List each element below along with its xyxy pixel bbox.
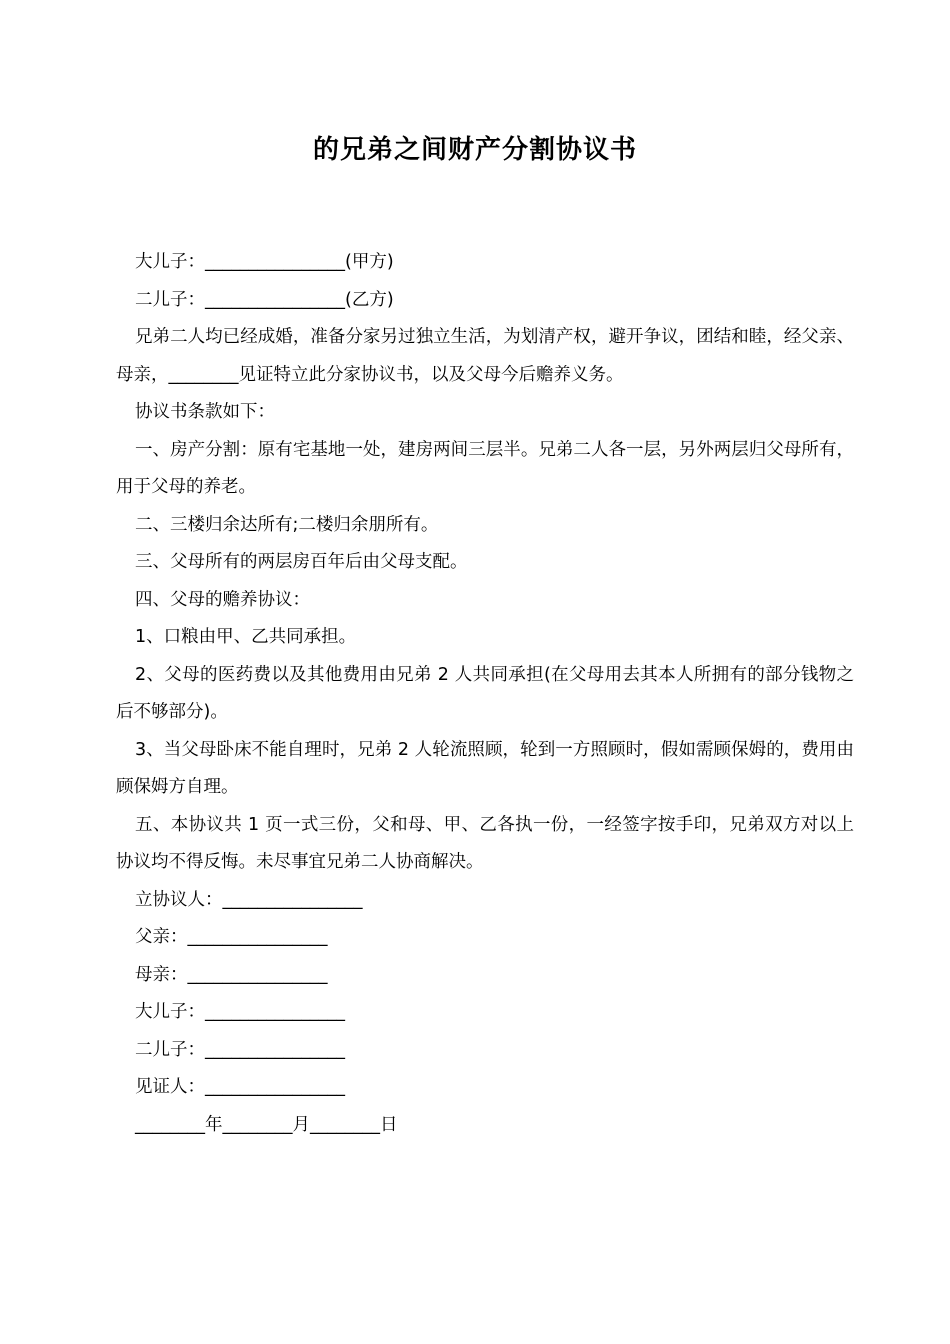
document-title: 的兄弟之间财产分割协议书 xyxy=(312,135,637,165)
party-line-younger-son: 二儿子：________________(乙方) xyxy=(135,289,394,310)
clause-copies: 五、本协议共 1 页一式三份，父和母、甲、乙各执一份，一经签字按手印，兄弟双方对以上协议均不得反悔。未尽事宜兄弟二人协商解决。 xyxy=(116,814,854,872)
signature-younger-son: 二儿子：________________ xyxy=(135,1039,345,1060)
sub-clause-grain: 1、口粮由甲、乙共同承担。 xyxy=(135,627,357,647)
clause-support-agreement: 四、父母的赡养协议： xyxy=(135,589,310,610)
intro-paragraph: 兄弟二人均已经成婚，准备分家另过独立生活，为划清产权，避开争议，团结和睦，经父亲、母亲，________见证特立此分家协议书，以及父母今后赡养义务。 xyxy=(116,327,854,385)
clause-parents-floors: 三、父母所有的两层房百年后由父母支配。 xyxy=(135,552,468,572)
date-line: ________年________月________日 xyxy=(135,1114,398,1135)
signature-witness: 见证人：________________ xyxy=(135,1077,345,1097)
party-line-elder-son: 大儿子：________________(甲方) xyxy=(135,252,394,272)
sub-clause-care: 3、当父母卧床不能自理时，兄弟 2 人轮流照顾，轮到一方照顾时，假如需顾保姆的，费用由顾保姆方自理。 xyxy=(116,739,854,797)
sub-clause-medical: 2、父母的医药费以及其他费用由兄弟 2 人共同承担(在父母用去其本人所拥有的部分钱物之后不够部分)。 xyxy=(116,664,854,722)
signature-agreement-maker: 立协议人：________________ xyxy=(135,889,363,910)
clause-property-division: 一、房产分割：原有宅基地一处，建房两间三层半。兄弟二人各一层，另外两层归父母所有，用于父母的养老。 xyxy=(116,439,854,497)
clause-floor-ownership: 二、三楼归余达所有;二楼归余朋所有。 xyxy=(135,514,439,535)
clauses-heading: 协议书条款如下： xyxy=(135,402,275,422)
signature-mother: 母亲：________________ xyxy=(135,964,328,985)
signature-elder-son: 大儿子：________________ xyxy=(135,1002,345,1022)
document-body xyxy=(116,244,854,1144)
signature-father: 父亲：________________ xyxy=(135,927,328,947)
